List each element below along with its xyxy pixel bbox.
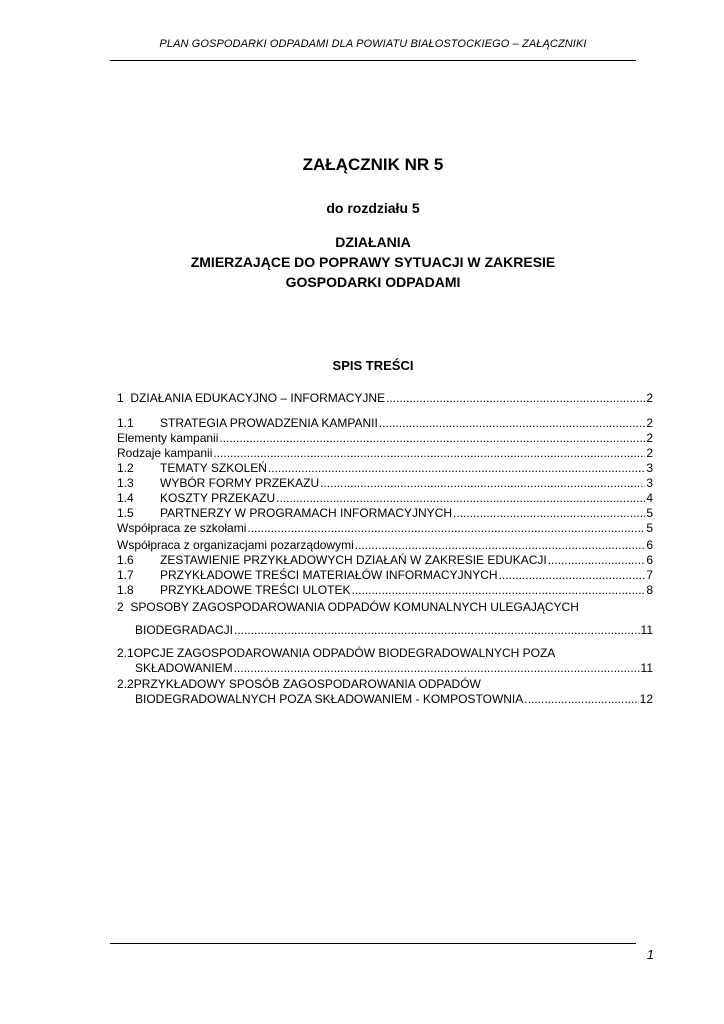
toc-entry-page: 5	[646, 506, 653, 520]
toc-entry-number: 1.4	[117, 491, 134, 505]
toc-entry-text: WYBÓR FORMY PRZEKAZU	[160, 476, 320, 490]
toc-entry-1-5[interactable]	[117, 506, 653, 521]
toc-entry-wspolpraca-szkoly[interactable]	[117, 521, 653, 536]
toc-entry-number: 1.7	[117, 568, 134, 582]
toc-entry-page: 6	[646, 538, 653, 552]
toc-entry-page: 3	[646, 476, 653, 490]
toc-entry-wspolpraca-organizacje[interactable]	[117, 538, 653, 553]
heading-line-1: DZIAŁANIA	[335, 234, 411, 250]
heading-line-3: GOSPODARKI ODPADAMI	[285, 274, 461, 290]
header-rule	[110, 60, 636, 61]
document-heading	[110, 232, 636, 292]
toc-entry-page: 2	[646, 391, 653, 405]
toc-entry-text-continued: BIODEGRADOWALNYCH POZA SKŁADOWANIEM - KOMPOSTOWNIA	[135, 692, 524, 706]
toc-entry-1-2[interactable]	[117, 461, 653, 476]
toc-entry-text: KOSZTY PRZEKAZU	[160, 491, 276, 505]
toc-entry-number: 2	[117, 600, 124, 614]
toc-entry-number: 1.1	[117, 416, 134, 430]
toc-entry-text: Rodzaje kampanii	[117, 446, 213, 460]
toc-entry-elementy-kampanii[interactable]	[117, 431, 653, 446]
toc-entry-text: OPCJE ZAGOSPODAROWANIA ODPADÓW BIODEGRADOWALNYCH POZA	[133, 646, 556, 660]
toc-entry-rodzaje-kampanii[interactable]	[117, 446, 653, 461]
toc-entry-page: 2	[646, 431, 653, 445]
toc-entry-text: Współpraca ze szkołami	[117, 521, 247, 535]
toc-entry-page: 4	[646, 491, 653, 505]
toc-entry-1-1[interactable]	[117, 416, 653, 431]
toc-entry-1-6[interactable]	[117, 553, 653, 568]
toc-entry-2-1-line1[interactable]	[117, 646, 653, 661]
toc-title: SPIS TREŚCI	[332, 358, 414, 373]
toc-entry-text: PRZYKŁADOWY SPOSÓB ZAGOSPODAROWANIA ODPADÓW	[133, 677, 481, 691]
document-subtitle: do rozdziału 5	[326, 200, 420, 216]
toc-entry-text: TEMATY SZKOLEŃ	[160, 461, 267, 475]
toc-entry-1[interactable]	[117, 391, 653, 406]
toc-entry-2-2-line2[interactable]	[135, 692, 653, 707]
toc-entry-page: 7	[646, 568, 653, 582]
toc-entry-number: 1.3	[117, 476, 134, 490]
toc-entry-1-4[interactable]	[117, 491, 653, 506]
toc-entry-text: PRZYKŁADOWE TREŚCI MATERIAŁÓW INFORMACYJNYCH	[160, 568, 498, 582]
page-number: 1	[646, 947, 654, 962]
toc-entry-text: Współpraca z organizacjami pozarządowymi	[117, 538, 354, 552]
toc-entry-text-continued: BIODEGRADACJI	[135, 623, 234, 637]
toc-entry-page: 11	[640, 661, 653, 675]
toc-entry-page: 11	[640, 623, 653, 637]
toc-entry-text: PARTNERZY W PROGRAMACH INFORMACYJNYCH	[160, 506, 453, 520]
toc-entry-number: 1.8	[117, 583, 134, 597]
toc-entry-text: SPOSOBY ZAGOSPODAROWANIA ODPADÓW KOMUNALNYCH ULEGAJĄCYCH	[130, 600, 579, 614]
toc-entry-1-8[interactable]	[117, 583, 653, 598]
running-header: PLAN GOSPODARKI ODPADAMI DLA POWIATU BIAŁOSTOCKIEGO – ZAŁĄCZNIKI	[159, 38, 587, 50]
document-title: ZAŁĄCZNIK NR 5	[302, 155, 444, 174]
toc-entry-page: 2	[646, 446, 653, 460]
toc-entry-text-continued: SKŁADOWANIEM	[135, 661, 233, 675]
toc-entry-text: ZESTAWIENIE PRZYKŁADOWYCH DZIAŁAŃ W ZAKRESIE EDUKACJI	[160, 553, 547, 567]
toc-entry-number: 1.2	[117, 461, 134, 475]
toc-entry-2-line1[interactable]	[117, 600, 653, 615]
toc-entry-number: 2.2	[117, 677, 134, 691]
toc-entry-2-2-line1[interactable]	[117, 677, 653, 692]
toc-entry-number: 1.5	[117, 506, 134, 520]
toc-entry-page: 5	[646, 521, 653, 535]
footer-rule	[110, 943, 636, 944]
toc-entry-text: STRATEGIA PROWADZENIA KAMPANII	[160, 416, 378, 430]
toc-entry-1-3[interactable]	[117, 476, 653, 491]
heading-line-2: ZMIERZAJĄCE DO POPRAWY SYTUACJI W ZAKRESIE	[190, 254, 556, 270]
toc-entry-page: 2	[646, 416, 653, 430]
toc-entry-number: 1.6	[117, 553, 134, 567]
toc-entry-number: 1	[117, 391, 124, 405]
toc-entry-text: Elementy kampanii	[117, 431, 219, 445]
toc-entry-1-7[interactable]	[117, 568, 653, 583]
toc-entry-page: 12	[639, 692, 653, 706]
toc-entry-number: 2.1	[117, 646, 134, 660]
toc-entry-text: PRZYKŁADOWE TREŚCI ULOTEK	[160, 583, 351, 597]
toc-entry-page: 8	[646, 583, 653, 597]
toc-entry-2-line2[interactable]	[135, 623, 653, 638]
toc-entry-text: DZIAŁANIA EDUKACYJNO – INFORMACYJNE	[130, 391, 386, 405]
toc-entry-page: 6	[646, 553, 653, 567]
toc-entry-page: 3	[646, 461, 653, 475]
toc-entry-2-1-line2[interactable]	[135, 661, 653, 676]
